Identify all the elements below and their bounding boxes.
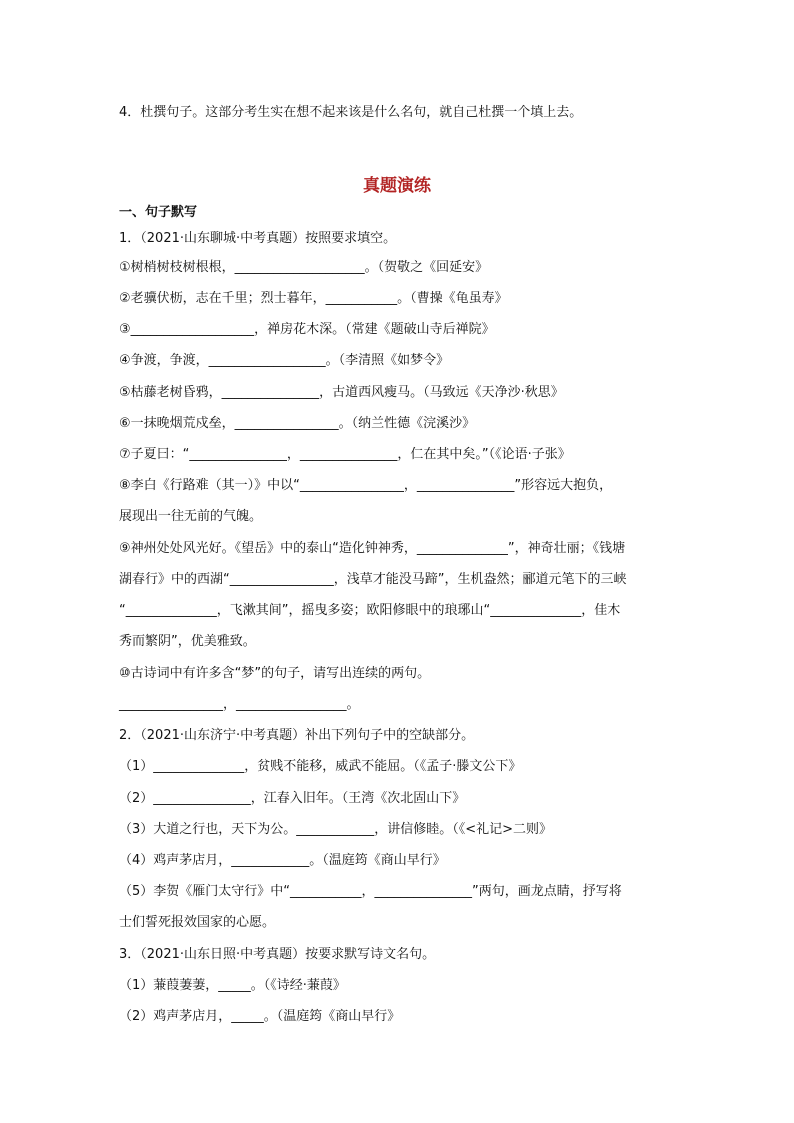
question-line: ⑥一抹晚烟荒戍垒，________________。（纳兰性德《浣溪沙》 — [119, 416, 476, 431]
intro-paragraph: 4．杜撰句子。这部分考生实在想不起来该是什么名句，就自己杜撰一个填上去。 — [119, 105, 583, 120]
question-line: （5）李贺《雁门太守行》中“___________，_______________”两句，画龙点睛，抒写将 — [119, 884, 622, 899]
question-line: （2）鸡声茅店月，_____。（温庭筠《商山早行》 — [119, 1009, 401, 1024]
question-line: ⑦子夏曰：“_______________，_______________，仁在其中矣。”（《论语·子张》 — [119, 447, 571, 462]
question-line: ④争渡，争渡，__________________。（李清照《如梦令》 — [119, 353, 450, 368]
question-line: 湖春行》中的西湖“________________，浅草才能没马蹄”，生机盎然；郦道元笔下的三峡 — [119, 572, 627, 587]
question-line: ①树梢树枝树根根，____________________。（贺敬之《回延安》 — [119, 260, 489, 275]
question-line: 3．（2021·山东日照·中考真题）按要求默写诗文名句。 — [119, 947, 436, 962]
question-line: 展现出一往无前的气魄。 — [119, 509, 263, 524]
question-line: ⑨神州处处风光好。《望岳》中的泰山“造化钟神秀，______________”，神奇壮丽；《钱塘 — [119, 541, 626, 556]
question-line: 士们誓死报效国家的心愿。 — [119, 915, 276, 930]
question-line: 秀而繁阴”，优美雅致。 — [119, 634, 256, 649]
question-line: “______________，飞漱其间”，摇曳多姿；欧阳修眼中的琅琊山“______________，佳木 — [119, 603, 621, 618]
question-line: （1）______________，贫贱不能移，威武不能屈。（《孟子·滕文公下》 — [119, 759, 522, 774]
question-line: 1．（2021·山东聊城·中考真题）按照要求填空。 — [119, 231, 397, 246]
question-line: ③___________________，禅房花木深。（常建《题破山寺后禅院》 — [119, 322, 495, 337]
question-line: ________________，_________________。 — [119, 697, 360, 712]
question-line: （2）_______________，江春入旧年。（王湾《次北固山下》 — [119, 791, 466, 806]
question-line: ⑤枯藤老树昏鸦，_______________，古道西风瘦马。（马致远《天净沙·秋思》 — [119, 385, 564, 400]
question-line: 2．（2021·山东济宁·中考真题）补出下列句子中的空缺部分。 — [119, 728, 475, 743]
section-title: 一、句子默写 — [119, 205, 198, 220]
question-line: ⑩古诗词中有许多含“梦”的句子，请写出连续的两句。 — [119, 666, 431, 681]
question-line: （3）大道之行也，天下为公。____________，讲信修睦。（《<礼记>二则》 — [119, 822, 553, 837]
question-line: （4）鸡声茅店月，____________。（温庭筠《商山早行》 — [119, 853, 446, 868]
section-heading: 真题演练 — [363, 176, 431, 196]
question-line: ⑧李白《行路难（其一）》中以“________________，_______________”形容远大抱负， — [119, 478, 613, 493]
question-line: ②老骥伏枥，志在千里；烈士暮年，___________。（曹操《龟虽寿》 — [119, 291, 508, 306]
question-line: （1）蒹葭萋萋，_____。（《诗经·蒹葭》 — [119, 978, 346, 993]
